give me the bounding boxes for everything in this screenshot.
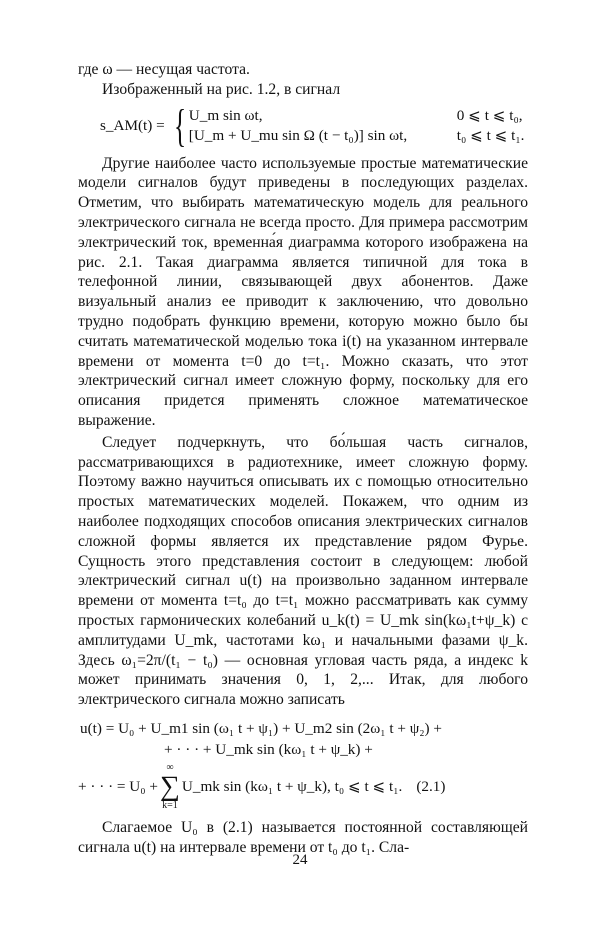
formula-lead-line: Изображенный на рис. 1.2, в сигнал bbox=[102, 80, 341, 98]
sum-upper-limit: ∞ bbox=[166, 761, 174, 773]
page-number: 24 bbox=[292, 852, 308, 868]
summation-symbol bbox=[160, 762, 180, 812]
case-2-expression: [U_m + U_mu sin Ω (t − t₀)] sin ωt, bbox=[188, 126, 408, 144]
fourier-series-equation bbox=[78, 718, 528, 812]
equation-line-3 bbox=[78, 762, 528, 812]
paragraph-1: Другие наиболее часто используемые простые математические модели сигналов будут приведены в последующих разделах. Отметим, что выбирать математическую модель для реального электрического сигнала не всегда просто. Для примера рассмотрим электрический ток, временна́я диаграмма которого изображена на рис. 2.1. Такая диаграмма является типичной для тока в телефонной линии, связывающей двух абонентов. Даже визуальный анализ ее приводит к заключению, что довольно трудно подобрать функцию времени, которую можно было бы считать математической моделью тока i(t) на указанном интервале времени от момента t=0 до t=t₁. Можно сказать, что этот электрический сигнал имеет сложную форму, поскольку для его описания придется применять сложное математическое выражение. bbox=[78, 154, 528, 429]
am-signal-formula bbox=[100, 99, 528, 151]
page-text-block bbox=[78, 58, 528, 858]
formula-cases bbox=[189, 106, 525, 146]
equation-line-3-left: + · · · = U₀ + bbox=[78, 778, 158, 796]
equation-line-2: + · · · + U_mk sin (kω₁ t + ψ_k) + bbox=[164, 740, 373, 758]
equation-line-1: u(t) = U₀ + U_m1 sin (ω₁ t + ψ₁) + U_m2 sin (2ω₁ t + ψ₂) + bbox=[80, 719, 442, 737]
intro-line: где ω — несущая частота. bbox=[78, 61, 250, 78]
equation-line-3-right: U_mk sin (kω₁ t + ψ_k), t₀ ⩽ t ⩽ t₁. bbox=[181, 778, 403, 796]
equation-number: (2.1) bbox=[416, 778, 446, 796]
case-1-condition: 0 ⩽ t ⩽ t₀, bbox=[456, 106, 523, 124]
sum-sigma: ∑ bbox=[159, 770, 180, 802]
paragraph-3: Слагаемое U₀ в (2.1) называется постоянной составляющей сигнала u(t) на интервале времени от t₀ до t₁. Сла- bbox=[78, 818, 528, 856]
formula-lhs: s_AM(t) = bbox=[100, 116, 165, 134]
case-1-expression: U_m sin ωt, bbox=[188, 106, 263, 124]
paragraph-2: Следует подчеркнуть, что бо́льшая часть сигналов, рассматривающихся в радиотехнике, имеет сложную форму. Поэтому важно научиться описывать их с помощью относительно простых математических моделей. Покажем, что одним из наиболее подходящих способов описания электрических сигналов сложной формы является их представление рядом Фурье. Сущность этого представления состоит в следующем: любой электрический сигнал u(t) на произвольно заданном интервале времени от момента t=t₀ до t=t₁ можно рассматривать как сумму простых гармонических колебаний u_k(t) = U_mk sin(kω₁t+ψ_k) с амплитудами U_mk, частотами kω₁ и начальными фазами ψ_k. Здесь ω₁=2π/(t₁ − t₀) — основная угловая часть ряда, а индекс k может принимать значения 0, 1, 2,... Итак, для любого электрического сигнала можно записать bbox=[78, 433, 528, 709]
sum-lower-limit: k=1 bbox=[162, 799, 178, 811]
left-brace: { bbox=[173, 99, 186, 151]
case-2-condition: t₀ ⩽ t ⩽ t₁. bbox=[456, 126, 525, 144]
